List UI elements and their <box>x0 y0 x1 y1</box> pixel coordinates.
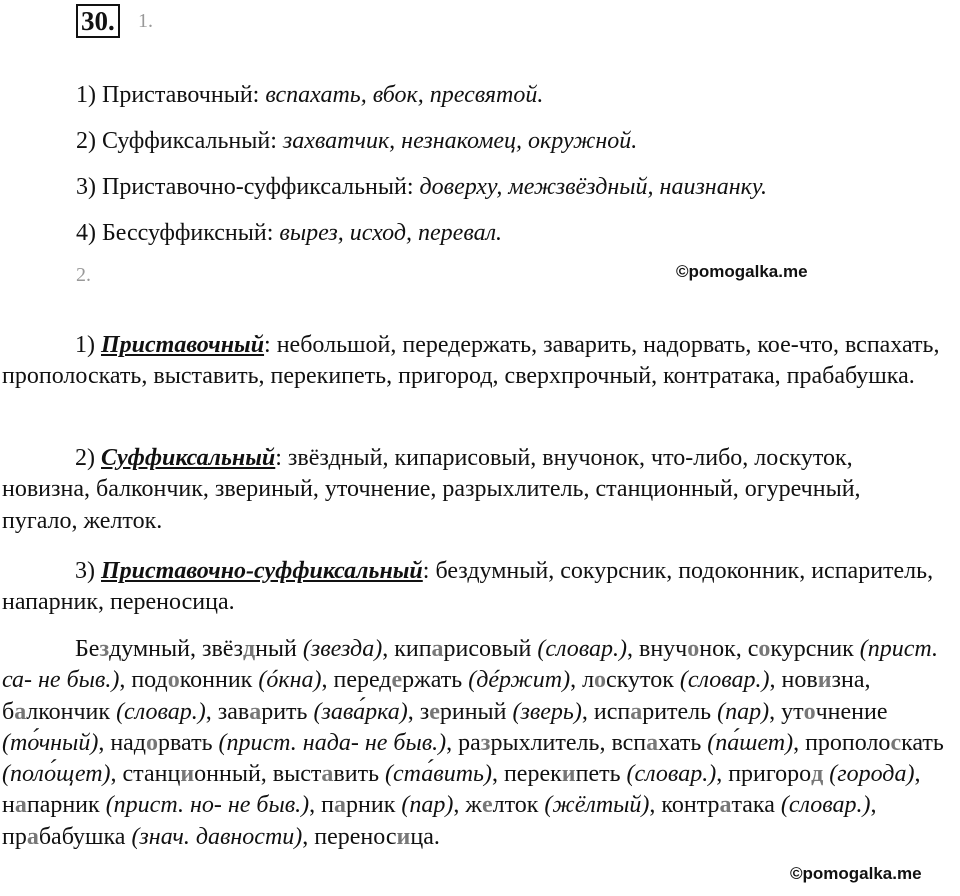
check-note: (звезда) <box>302 636 383 662</box>
highlighted-letter: с <box>890 729 902 756</box>
text-segment: хать <box>658 729 708 756</box>
highlighted-letter: а <box>249 698 262 725</box>
text-segment: така <box>731 792 781 819</box>
text-segment: , ж <box>453 792 482 819</box>
check-note: (прист. са- не быв.) <box>2 636 939 694</box>
highlighted-letter: а <box>14 792 27 819</box>
check-note: (дéржит) <box>468 667 571 694</box>
check-note: (жёлтый) <box>544 792 650 819</box>
group-type: Приставочный <box>101 332 265 358</box>
spelling-explanation <box>2 634 952 853</box>
highlighted-letter: и <box>180 761 195 788</box>
check-note: (ста́вить) <box>385 761 492 788</box>
word-list: вырез, исход, перевал. <box>279 220 503 246</box>
check-note: (словар.) <box>626 761 717 788</box>
text-segment: , ра <box>446 729 481 756</box>
word-list: доверху, межзвёздный, наизнанку. <box>419 174 767 200</box>
group-words: : звёздный, кипарисовый, внучонок, что-либо, лоскуток, новизна, балкончик, звериный, уточнение, разрыхлитель, станционный, огуречный, пугало, желток. <box>2 445 861 534</box>
text-segment: онный, выст <box>194 761 322 788</box>
text-segment: , кип <box>382 636 432 662</box>
highlighted-letter: з <box>480 729 491 756</box>
part2-group-2 <box>2 443 922 537</box>
highlighted-letter: а <box>630 698 643 725</box>
highlighted-letter: о <box>594 667 607 694</box>
group-number: 1) <box>75 332 95 358</box>
group-number: 3) <box>75 558 95 584</box>
text-segment: ритель <box>642 698 718 725</box>
text-segment: ца. <box>410 823 440 850</box>
text-segment: парник <box>26 792 106 819</box>
text-segment: , внуч <box>627 636 688 662</box>
highlighted-letter: а <box>719 792 732 819</box>
text-segment: чнение <box>815 698 888 725</box>
part2-label: 2. <box>76 264 91 286</box>
highlighted-letter: о <box>167 667 180 694</box>
text-segment: , пригоро <box>716 761 812 788</box>
text-segment: , пр <box>2 792 877 850</box>
check-note: (словар.) <box>537 636 627 662</box>
check-note: (словар.) <box>116 698 206 725</box>
check-note: (óкна) <box>258 667 322 694</box>
text-segment: , под <box>119 667 168 694</box>
type-label: 4) Бессуффиксный: <box>76 220 274 246</box>
check-note: (поло́щет) <box>2 761 111 788</box>
group-number: 2) <box>75 445 95 471</box>
check-note: (знач. давности) <box>131 823 303 850</box>
text-segment: , л <box>570 667 595 694</box>
highlighted-letter: и <box>817 667 832 694</box>
text-segment: лток <box>492 792 545 819</box>
text-segment: рить <box>261 698 314 725</box>
highlighted-letter: и <box>561 761 576 788</box>
text-segment: курсник <box>770 636 860 662</box>
check-note: (то́чный) <box>2 729 99 756</box>
highlighted-letter: е <box>481 792 493 819</box>
text-segment: , зав <box>205 698 250 725</box>
text-segment: , над <box>98 729 147 756</box>
text-segment: риный <box>439 698 513 725</box>
text-segment: рисовый <box>443 636 538 662</box>
part2-group-3 <box>2 556 957 619</box>
highlighted-letter: а <box>321 761 334 788</box>
part1-line-2 <box>76 126 637 156</box>
part1-line-4 <box>76 218 502 248</box>
check-note: (зверь) <box>512 698 582 725</box>
group-type: Приставочно-суффиксальный <box>101 558 423 584</box>
type-label: 1) Приставочный: <box>76 82 260 108</box>
highlighted-letter: и <box>396 823 411 850</box>
highlighted-letter: а <box>646 729 659 756</box>
text-segment: , перенос <box>302 823 397 850</box>
text-segment: рвать <box>158 729 219 756</box>
text-segment: скуток <box>606 667 680 694</box>
check-note: (города) <box>829 761 915 788</box>
text-segment: рыхлитель, всп <box>490 729 647 756</box>
check-note: (прист. но- не быв.) <box>105 792 310 819</box>
text-segment: , перед <box>321 667 392 694</box>
highlighted-letter: о <box>803 698 816 725</box>
check-note: (пар) <box>717 698 770 725</box>
highlighted-letter: з <box>99 636 110 662</box>
text-segment: , ут <box>769 698 804 725</box>
text-segment: Бе <box>75 636 100 662</box>
check-note: (словар.) <box>780 792 871 819</box>
check-note: (пар) <box>401 792 454 819</box>
type-label: 2) Суффиксальный: <box>76 128 277 154</box>
highlighted-letter: о <box>146 729 159 756</box>
part1-label: 1. <box>138 10 153 32</box>
highlighted-letter: а <box>431 636 444 662</box>
text-segment: , перек <box>491 761 562 788</box>
text-segment: рник <box>346 792 402 819</box>
text-segment: , з <box>407 698 430 725</box>
text-segment: , исп <box>581 698 631 725</box>
task-number: 30. <box>76 4 120 38</box>
text-segment: , станц <box>110 761 181 788</box>
text-segment: вить <box>333 761 386 788</box>
text-segment: думный, звёз <box>109 636 243 662</box>
type-label: 3) Приставочно-суффиксальный: <box>76 174 414 200</box>
text-segment: нок, с <box>699 636 759 662</box>
highlighted-letter: а <box>14 698 27 725</box>
text-segment: , прополо <box>793 729 891 756</box>
text-segment: , п <box>309 792 334 819</box>
text-segment: конник <box>179 667 259 694</box>
text-segment: лкончик <box>26 698 117 725</box>
group-words: : бездумный, сокурсник, подоконник, испаритель, напарник, переносица. <box>2 558 934 616</box>
text-segment: , нов <box>769 667 818 694</box>
part1-line-3 <box>76 172 767 202</box>
part2-group-1 <box>2 330 952 393</box>
word-list: вспахать, вбок, пресвятой. <box>265 82 544 108</box>
text-segment: , контр <box>649 792 720 819</box>
highlighted-letter: о <box>758 636 771 662</box>
text-segment: , н <box>2 761 921 819</box>
check-note: (па́шет) <box>707 729 794 756</box>
check-note: (словар.) <box>679 667 770 694</box>
watermark: ©pomogalka.me <box>790 864 922 883</box>
highlighted-letter: е <box>429 698 440 725</box>
highlighted-letter: д <box>242 636 256 662</box>
text-segment: зна, б <box>2 667 871 725</box>
highlighted-letter: о <box>687 636 700 662</box>
text-segment: кать <box>901 729 944 756</box>
check-note: (прист. нада- не быв.) <box>218 729 447 756</box>
watermark: ©pomogalka.me <box>676 262 808 281</box>
check-note: (зава́рка) <box>313 698 408 725</box>
highlighted-letter: а <box>26 823 39 850</box>
group-type: Суффиксальный <box>101 445 276 471</box>
text-segment: ржать <box>402 667 469 694</box>
text-segment: петь <box>575 761 627 788</box>
part1-line-1 <box>76 80 543 110</box>
text-segment: бабушка <box>38 823 132 850</box>
highlighted-letter: е <box>391 667 403 694</box>
word-list: захватчик, незнакомец, окружной. <box>282 128 638 154</box>
highlighted-letter: а <box>334 792 346 819</box>
group-words: : небольшой, передержать, заварить, надорвать, кое-что, вспахать, прополоскать, выставить, перекипеть, пригород, сверхпрочный, контратака, прабабушка. <box>2 332 940 390</box>
highlighted-letter: д <box>811 761 824 788</box>
text-segment: ный <box>255 636 303 662</box>
